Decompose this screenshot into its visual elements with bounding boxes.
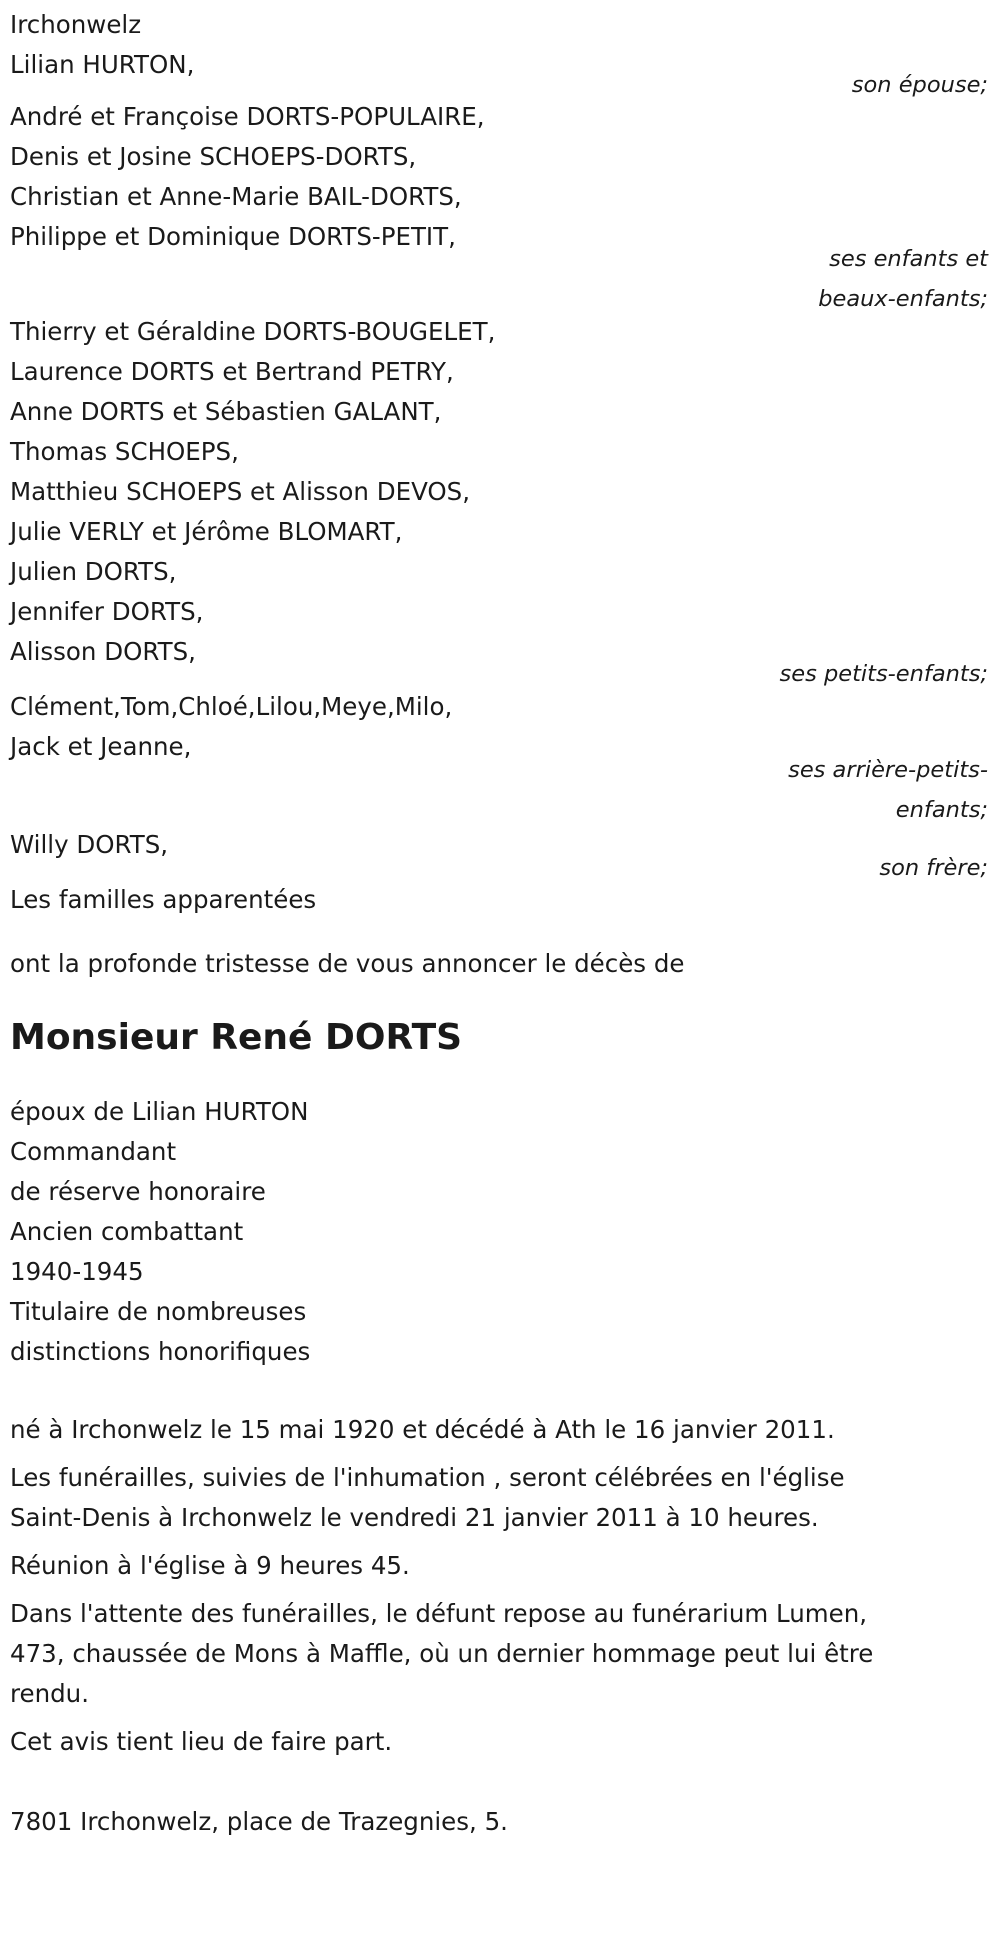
title-line: Titulaire de nombreuses	[10, 1297, 307, 1326]
relatives-line: Les familles apparentées	[10, 885, 317, 914]
funeral-line: Les funérailles, suivies de l'inhumation , seront célébrées en l'église	[10, 1463, 845, 1492]
family-group-brother	[10, 825, 990, 888]
family-role: son épouse;	[851, 72, 988, 98]
family-group-spouse	[10, 45, 990, 105]
family-member: Philippe et Dominique DORTS-PETIT,	[10, 222, 456, 251]
family-group-great-grandchildren	[10, 687, 990, 830]
title-line: distinctions honorifiques	[10, 1337, 311, 1366]
family-member: Lilian HURTON,	[10, 50, 195, 79]
family-member: Thierry et Géraldine DORTS-BOUGELET,	[10, 317, 496, 346]
family-role: enfants;	[895, 797, 988, 823]
title-line: Commandant	[10, 1137, 177, 1166]
title-line: 1940-1945	[10, 1257, 144, 1286]
family-member: Laurence DORTS et Bertrand PETRY,	[10, 357, 454, 386]
rest-line: rendu.	[10, 1679, 90, 1708]
rest-line: Dans l'attente des funérailles, le défunt repose au funérarium Lumen,	[10, 1599, 868, 1628]
birth-death-line: né à Irchonwelz le 15 mai 1920 et décédé à Ath le 16 janvier 2011.	[10, 1415, 835, 1444]
family-member: Matthieu SCHOEPS et Alisson DEVOS,	[10, 477, 471, 506]
family-member: André et Françoise DORTS-POPULAIRE,	[10, 102, 485, 131]
deceased-name: Monsieur René DORTS	[10, 1017, 463, 1058]
family-member: Willy DORTS,	[10, 830, 169, 859]
title-line: époux de Lilian HURTON	[10, 1097, 309, 1126]
announcement-text: ont la profonde tristesse de vous annoncer le décès de	[10, 949, 685, 978]
rest-info	[10, 1594, 990, 1714]
family-member: Denis et Josine SCHOEPS-DORTS,	[10, 142, 417, 171]
funeral-line: Saint-Denis à Irchonwelz le vendredi 21 janvier 2011 à 10 heures.	[10, 1503, 819, 1532]
family-member: Jack et Jeanne,	[10, 732, 192, 761]
family-member: Thomas SCHOEPS,	[10, 437, 239, 466]
family-role: ses arrière-petits-	[788, 757, 988, 783]
family-member: Alisson DORTS,	[10, 637, 196, 666]
rest-line: 473, chaussée de Mons à Maffle, où un dernier hommage peut lui être	[10, 1639, 874, 1668]
family-member: Anne DORTS et Sébastien GALANT,	[10, 397, 442, 426]
family-group-grandchildren	[10, 312, 990, 694]
family-member: Clément,Tom,Chloé,Lilou,Meye,Milo,	[10, 692, 453, 721]
title-line: de réserve honoraire	[10, 1177, 266, 1206]
address-line: 7801 Irchonwelz, place de Trazegnies, 5.	[10, 1807, 508, 1836]
family-role: son frère;	[879, 855, 988, 881]
family-role: ses petits-enfants;	[779, 661, 988, 687]
family-member: Jennifer DORTS,	[10, 597, 204, 626]
family-group-children	[10, 97, 990, 319]
deceased-titles	[10, 1092, 990, 1372]
family-role: ses enfants et	[829, 246, 988, 272]
family-member: Julien DORTS,	[10, 557, 177, 586]
family-member: Julie VERLY et Jérôme BLOMART,	[10, 517, 403, 546]
notice-line: Cet avis tient lieu de faire part.	[10, 1727, 393, 1756]
place-name: Irchonwelz	[10, 10, 142, 39]
family-role: beaux-enfants;	[818, 286, 988, 312]
title-line: Ancien combattant	[10, 1217, 244, 1246]
family-member: Christian et Anne-Marie BAIL-DORTS,	[10, 182, 462, 211]
funeral-info	[10, 1458, 990, 1538]
meeting-line: Réunion à l'église à 9 heures 45.	[10, 1551, 410, 1580]
